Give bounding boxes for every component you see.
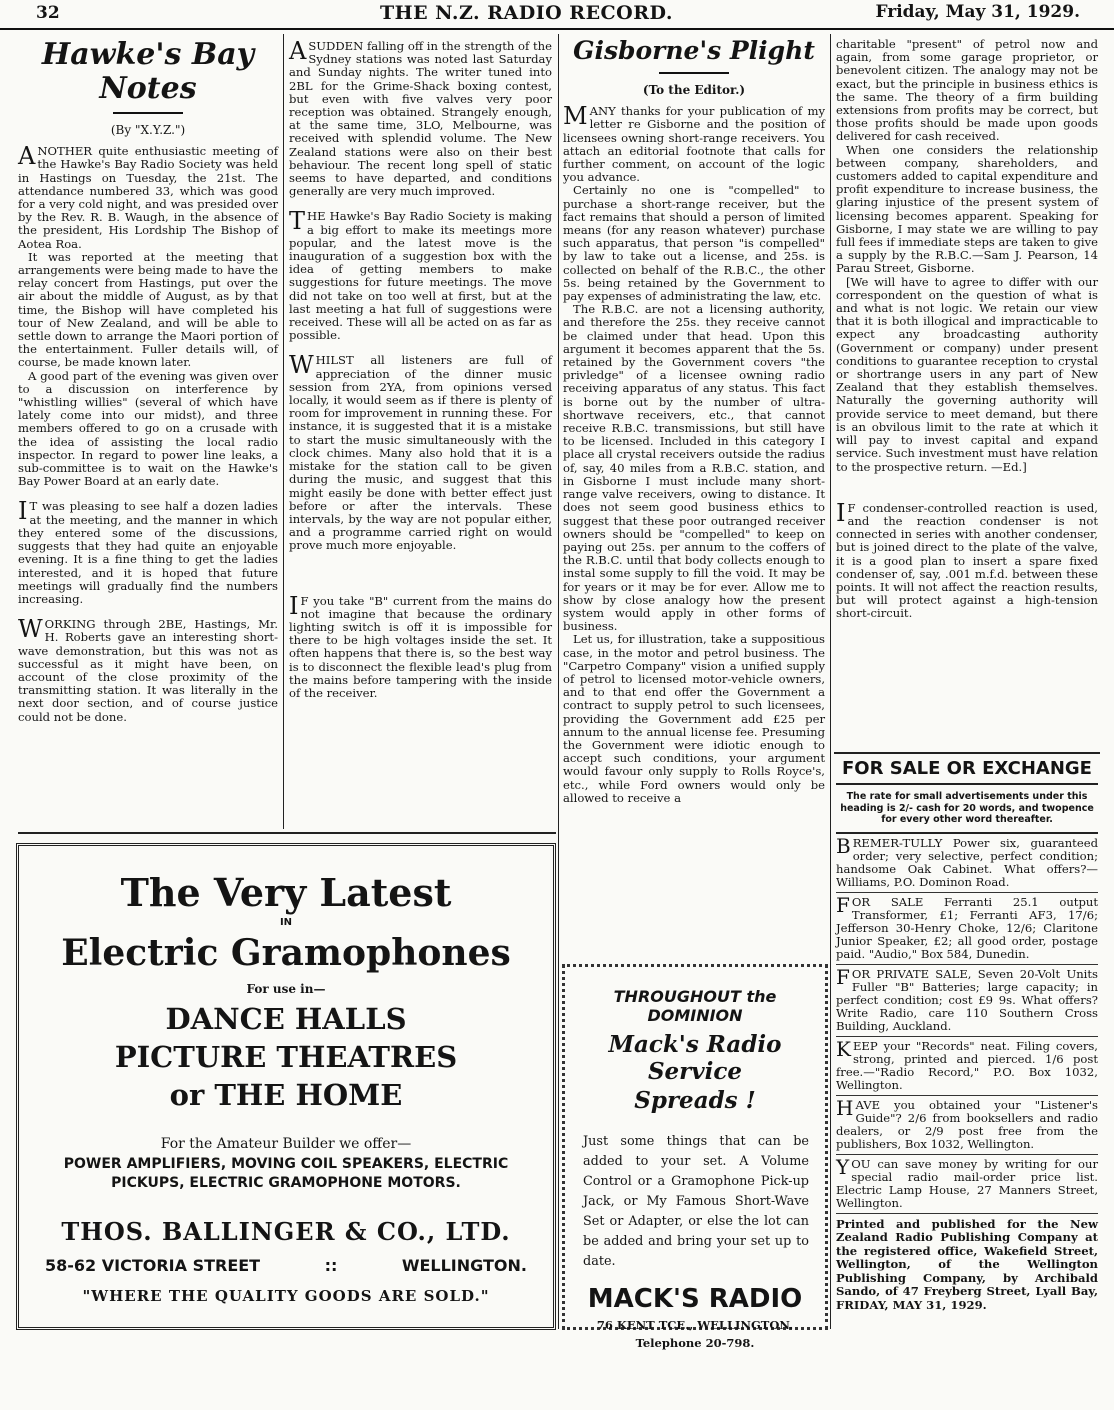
section-divider	[18, 832, 556, 834]
paragraph: WORKING through 2BE, Hastings, Mr. H. Roberts gave an interesting short-wave demonstration, but this was not as successful as it might have been, on account of the close proximity of the transmitting station. It was literally in the next door section, and of course justice could not be done.	[18, 615, 278, 724]
rate-notice: The rate for small advertisements under this heading is 2/- cash for 20 words, and twopence for every other word thereafter.	[836, 785, 1098, 834]
ad-text: For use in—	[246, 982, 326, 996]
ad-slogan: "WHERE THE QUALITY GOODS ARE SOLD."	[82, 1287, 490, 1305]
ad-address-row	[19, 1256, 553, 1275]
ad-address: 58-62 VICTORIA STREET	[45, 1256, 261, 1275]
ad-company-name: MACK'S RADIO	[587, 1284, 803, 1314]
column-rule	[283, 34, 284, 829]
title-rule	[659, 72, 729, 74]
classified-ad: FOR SALE Ferranti 25.1 output Transformer, £1; Ferranti AF3, 17/6; Jefferson 30-Henry Choke, 12/6; Claritone Junior Speaker, £2; all good order, postage paid. "Audio," Box 584, Dunedin.	[836, 893, 1098, 965]
paragraph: Let us, for illustration, take a suppositious case, in the motor and petrol business. The "Carpetro Company" vision a unified supply of petrol to licensed motor-vehicle owners, and to that end offer the Government a contract to supply petrol to such licensees, providing the Government add £25 per annum to the annual license fee. Presuming the Government were idiotic enough to accept such conditions, your argument would favour only supply to Rolls Royce's, etc., while Ford owners would only be allowed to receive a	[563, 632, 825, 805]
paragraph: ANOTHER quite enthusiastic meeting of the Hawke's Bay Radio Society was held in Hastings on Tuesday, the 21st. The attendance numbered 33, which was good for a very cold night, and was presided over by the Rev. R. B. Waugh, in the absence of the president, His Lordship The Bishop of Aotea Roa.	[18, 142, 278, 251]
classified-ad: KEEP your "Records" neat. Filing covers, strong, printed and pierced. 1/6 post free.—"Radio Record," P.O. Box 1032, Wellington.	[836, 1037, 1098, 1096]
column-two-notes	[289, 37, 552, 700]
paragraph: When one considers the relationship between company, shareholders, and customers added to capital expenditure and profit expenditure to increase business, the glaring injustice of the present system of licensing becomes apparent. Speaking for Gisborne, I may state we are willing to pay full fees if immediate steps are taken to give a supply by the R.B.C.—Sam J. Pearson, 14 Parau Street, Gisborne.	[836, 142, 1098, 276]
ad-headline: Electric Gramophones	[61, 932, 511, 974]
paragraph: [We will have to agree to differ with our correspondent on the question of what is and what is not logic. We retain our view that it is both illogical and impracticable to expect any broadcasting authority (Government or company) under present conditions to guarantee reception to crystal or shortrange users in any part of New Zealand that they establish themselves. Naturally the governing authority will provide service to meet demand, but there is an obvilous limit to the rate at which it will pay to invest capital and expand service. Such investment must have relation to the prospective return. —Ed.]	[836, 274, 1098, 474]
article-title: Gisborne's Plight	[573, 36, 815, 65]
article-title: Hawke's Bay Notes	[41, 37, 255, 106]
paragraph: charitable "present" of petrol now and again, from some garage proprietor, or benevolent citizen. The analogy may not be exact, but the principle in business ethics is the same. The theory of a firm building extensions from profits may be correct, but those profits should be made upon goods delivered for cash received.	[836, 37, 1098, 144]
section-divider	[834, 752, 1100, 754]
paragraph: A good part of the evening was given over to a discussion on interference by "whistling willies" (several of which have lately come into our midst), and three members offered to go on a crusade with the idea of assisting the local radio inspector. In regard to power line leaks, a sub-committee is to wait on the Hawke's Bay Power Board at an early date.	[18, 368, 278, 489]
subtitle: (To the Editor.)	[642, 83, 746, 97]
ad-text: For the Amateur Builder we offer—	[160, 1136, 412, 1152]
ad-address: 76 KENT TCE., WELLINGTON.	[596, 1318, 794, 1332]
publisher-imprint: Printed and published for the New Zealand Radio Publishing Company at the registered office, Wakefield Street, Wellington, of the Wellington Publishing Company, by Archibald Sando, of 47 Freyberg Street, Lyall Bay, FRIDAY, MAY 31, 1929.	[836, 1216, 1098, 1313]
ad-headline: Mack's Radio Service	[608, 1031, 782, 1085]
paragraph: THE Hawke's Bay Radio Society is making a big effort to make its meetings more popular, and the latest move is the inauguration of a suggestion box with the idea of getting members to make suggestions for future meetings. The move did not take on too well at first, but at the last meeting a hat full of suggestions were received. These will all be acted on as far as possible.	[289, 207, 552, 343]
ad-headline: Spreads !	[634, 1087, 756, 1114]
classified-ad: YOU can save money by writing for our special radio mail-order price list. Electric Lamp House, 27 Manners Street, Wellington.	[836, 1155, 1098, 1214]
masthead	[0, 0, 1114, 30]
for-sale-heading: FOR SALE OR EXCHANGE	[842, 758, 1092, 779]
paragraph: Certainly no one is "compelled" to purchase a short-range receiver, but the fact remains that should a person of limited means (for any reason whatever) purchase such apparatus, that person "is compelled" by law to take out a license, and 25s. is collected on behalf of the R.B.C., the other 5s. being retained by the Government to pay expenses of administrating the law, etc.	[563, 183, 825, 304]
ad-headline: The Very Latest	[120, 870, 452, 915]
ad-text: POWER AMPLIFIERS, MOVING COIL SPEAKERS, ELECTRIC	[63, 1156, 509, 1172]
ad-text: PICKUPS, ELECTRIC GRAMOPHONE MOTORS.	[111, 1175, 461, 1191]
newspaper-title: THE N.Z. RADIO RECORD.	[380, 2, 673, 24]
paragraph: MANY thanks for your publication of my letter re Gisborne and the position of licensees owning short-range receivers. You attach an editorial footnote that calls for further comment, on account of the logic you advance.	[563, 102, 825, 185]
paragraph: The R.B.C. are not a licensing authority, and therefore the 25s. they receive cannot be claimed under that head. Upon this argument it becomes apparent that the 5s. retained by the Government covers "the privledge" of a licensee owning radio receiving apparatus of any status. This fact is borne out by the number of ultra-shortwave receivers, etc., that cannot receive R.B.C. transmissions, but still have to be licensed. Included in this category I place all crystal receivers outside the radius of, say, 40 miles from a R.B.C. station, and in Gisborne I must include many short-range valve receivers, owing to distance. It does not seem good business ethics to suggest that these poor outranged receiver owners should be "compelled" to keep on paying out 25s. per annum to the coffers of the R.B.C. until that body collects enough to instal some supply to fill the void. It may be for years or it may be for ever. Allow me to show by close analogy how the present system would apply in other forms of business.	[563, 302, 825, 634]
ad-company-name: THOS. BALLINGER & CO., LTD.	[61, 1217, 511, 1246]
ad-subheadline: PICTURE THEATRES	[114, 1040, 458, 1074]
classified-ad: BREMER-TULLY Power six, guaranteed order; very selective, perfect condition; handsome Oak Cabinet. What offers?—Williams, P.O. Dominon Road.	[836, 834, 1098, 893]
paragraph: It was reported at the meeting that arrangements were being made to have the relay concert from Hastings, put over the air about the middle of August, as by that time, the Bishop will have completed his tour of New Zealand, and will be able to settle down to arrange the Maori portion of the entertainment. Fuller details will, of course, be made known later.	[18, 249, 278, 370]
ballinger-gramophone-ad	[16, 843, 556, 1330]
column-rule	[558, 34, 559, 1329]
ad-city: WELLINGTON.	[401, 1256, 527, 1275]
classified-ad: HAVE you obtained your "Listener's Guide"? 2/6 from booksellers and radio dealers, or 2/9 post free from the publishers, Box 1032, Wellington.	[836, 1096, 1098, 1155]
ad-headline: THROUGHOUT the DOMINION	[613, 987, 777, 1025]
issue-date: Friday, May 31, 1929.	[875, 2, 1080, 22]
ad-body: Just some things that can be added to your set. A Volume Control or a Gramophone Pick-up Jack, or My Famous Short-Wave Set or Adapter, or else the lot can be added and bring your set up to date.	[583, 1134, 809, 1269]
column-rule	[830, 34, 831, 1329]
title-rule	[113, 112, 183, 114]
hawkes-bay-notes-article	[18, 38, 278, 724]
macks-radio-ad	[562, 964, 828, 1350]
classified-list	[836, 834, 1098, 1214]
gisbornes-plight-article	[563, 36, 825, 805]
ad-phone: Telephone 20-798.	[635, 1336, 755, 1350]
ad-separator: ::	[324, 1256, 338, 1275]
classified-ad: FOR PRIVATE SALE, Seven 20-Volt Units Fuller "B" Batteries; large capacity; in perfect condition; cost £9 9s. What offers? Write Radio, care 110 Southern Cross Building, Auckland.	[836, 965, 1098, 1037]
paragraph: ASUDDEN falling off in the strength of the Sydney stations was noted last Saturday and Sunday nights. The writer tuned into 2BL for the Grime-Shack boxing contest, but even with five valves very poor reception was obtained. Strangely enough, at the same time, 3LO, Melbourne, was received with splendid volume. The New Zealand stations were also on their best behaviour. The recent long spell of static seems to have departed, and conditions generally are very much improved.	[289, 37, 552, 199]
paragraph: WHILST all listeners are full of appreciation of the dinner music session from 2YA, from opinions versed locally, it would seem as if there is plenty of room for improvement in running these. For instance, it is suggested that it is a mistake to start the music simultaneously with the clock chimes. Many also hold that it is a mistake for the station call to be given during the music, and suggest that this might easily be done with better effect just before or after the intervals. These intervals, by the way are not popular either, and a programme carried right on would prove much more enjoyable.	[289, 351, 552, 553]
ad-subheadline: or THE HOME	[169, 1078, 403, 1112]
column-four-continuation	[836, 38, 1098, 621]
ad-subheadline: DANCE HALLS	[165, 1002, 407, 1036]
paragraph: I F condenser-controlled reaction is used, and the reaction condenser is not connected in series with another condenser, but is joined direct to the plate of the valve, it is a good plan to insert a spare fixed condenser of, say, .001 m.f.d. between these points. It will not affect the reaction results, but will protect against a high-tension short-circuit.	[836, 498, 1098, 621]
paragraph: I F you take "B" current from the mains do not imagine that because the ordinary lighting switch is off it is impossible for there to be high voltages inside the set. It often happens that there is, so the best way is to disconnect the flexible lead's plug from the mains before tampering with the inside of the receiver.	[289, 591, 552, 700]
byline: (By "X.Y.Z.")	[110, 123, 186, 137]
for-sale-section	[836, 758, 1098, 1313]
ad-text: IN	[279, 917, 293, 928]
page-number: 32	[36, 3, 60, 23]
paragraph: I T was pleasing to see half a dozen ladies at the meeting, and the manner in which they entered some of the discussions, suggests that they had quite an enjoyable evening. It is a fine thing to get the ladies interested, and it is hoped that future meetings will gradually find the numbers increasing.	[18, 497, 278, 606]
